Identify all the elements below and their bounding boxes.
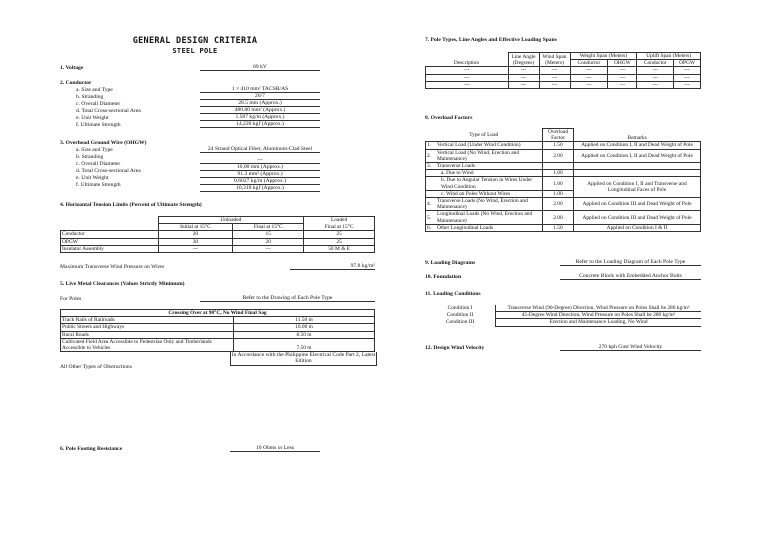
ohgw-spec-key: d. Total Cross-sectional Area [76, 168, 141, 174]
table-row [61, 338, 375, 351]
cell: 50 M & E [304, 245, 375, 252]
cell: Longitudinal Loads (No Wind, Erection and Maintenance) [436, 211, 542, 224]
line-angle-header: Line Angle (Degrees) [508, 53, 539, 67]
foundation-label: 10. Foundation [425, 274, 462, 280]
final-header: Final at 15°C [233, 224, 304, 231]
conductor-label: 2. Conductor [60, 80, 92, 86]
ohgw-spec-value: --- [200, 157, 320, 164]
cell: 2. [426, 149, 437, 162]
cell: Other Longitudinal Loads [436, 224, 542, 231]
loading-conditions-table [425, 305, 701, 327]
ohgw-spec-key: c. Overall Diameter [76, 161, 121, 167]
table-row [425, 312, 701, 319]
conductor-spec-key: f. Ultimate Strength [76, 122, 121, 128]
cell: Rural Roads [61, 331, 234, 338]
weight-span-header: Weight Span (Meters) [570, 53, 637, 60]
cell: --- [637, 74, 674, 81]
table-row [426, 170, 701, 177]
voltage-value: 69 kV [200, 64, 320, 71]
cell: 6. [426, 224, 437, 231]
cell: --- [608, 74, 637, 81]
table-row [61, 317, 375, 324]
table-row [426, 74, 701, 81]
table-row [61, 245, 375, 252]
cell: Erection and Maintenance Loading, No Wind [496, 319, 702, 326]
cell: 5. [426, 211, 437, 224]
unloaded-header: Unloaded [158, 217, 304, 224]
conductor-spec-key: e. Unit Weight [76, 115, 109, 121]
foundation-value: Concrete Block with Embedded Anchor Bolts [560, 273, 701, 280]
cell: Applied on Condition I, II and Dead Weight of Pole [573, 149, 700, 162]
cell: 20 [158, 231, 233, 238]
conductor-spec-value: 1.587 kg/m (Approx.) [200, 114, 320, 121]
cell: Vertical Load (No Wind, Erection and Maintenance) [436, 149, 542, 162]
cell: --- [570, 81, 608, 88]
cell: 1.50 [542, 224, 573, 231]
ohgw-header: OHGW [608, 60, 637, 67]
cell: --- [539, 74, 570, 81]
cell: Cultivated Field Area Accessible to Pedestrian Only and Timberlands Accessible to Vehicles [61, 338, 234, 351]
table-row [426, 149, 701, 162]
conductor-spec-key: a. Size and Type [76, 87, 113, 93]
wind-velocity-label: 12. Design Wind Velocity [425, 345, 485, 351]
conductor-spec-value: 26/7 [200, 93, 320, 100]
tension-limits-table [60, 216, 375, 253]
cell: 1. [426, 142, 437, 149]
cell: Public Streets and Highways [61, 324, 234, 331]
conductor-spec-value: 1 × 410 mm² TACSR/AS [200, 86, 320, 93]
cell: Transverse Loads (No Wind, Erection and Maintenance) [436, 198, 542, 211]
initial-header: Initial at 15°C [158, 224, 233, 231]
cell: 3. [426, 163, 437, 170]
description-header: Description [426, 53, 509, 67]
wind-pressure-label: Maximum Transverse Wind Pressure on Wires [60, 264, 165, 270]
footing-resistance-label: 6. Pole Footing Resistance [60, 446, 123, 452]
table-row [426, 142, 701, 149]
cell: Applied on Condition I & II [573, 224, 700, 231]
cell [426, 190, 437, 197]
table-row [426, 177, 701, 190]
cell: 1.50 [542, 142, 573, 149]
table-row [61, 331, 375, 338]
table-row [61, 324, 375, 331]
cell: --- [426, 74, 509, 81]
conductor-spec-value: 28.5 mm (Approx.) [200, 100, 320, 107]
cell: Transverse Loads [436, 163, 542, 170]
cell: b. Due to Angular Tension in Wires Under Wind Condition [436, 177, 542, 190]
cell: Vertical Load (Under Wind Condition) [436, 142, 542, 149]
conductor-header: Conductor [570, 60, 608, 67]
wind-velocity-value: 270 kph Gust Wind Velocity [560, 344, 701, 351]
cell [426, 170, 437, 177]
pole-types-table [425, 52, 701, 89]
cell: 2.00 [542, 198, 573, 211]
cell: --- [570, 67, 608, 74]
voltage-label: 1. Voltage [60, 65, 84, 71]
row-label: Insulator Assembly [61, 245, 159, 252]
cell: 1.00 [542, 190, 573, 197]
ohgw-spec-value: 16.00 mm (Approx.) [200, 164, 320, 171]
cell: --- [426, 67, 509, 74]
ohgw-spec-value: 24 Strand Optical Fiber, Aluminum-Clad Steel [200, 146, 320, 153]
wind-span-header: Wind Span (Meters) [539, 53, 570, 67]
cell: --- [674, 74, 701, 81]
cell: 25 [304, 238, 375, 245]
cell: 10.00 m [234, 324, 375, 331]
conductor-header: Conductor [637, 60, 674, 67]
ohgw-spec-key: b. Stranding [76, 154, 104, 160]
wind-pressure-value: 97.8 kg/m² [290, 263, 375, 270]
cell: 11.50 m [234, 317, 375, 324]
loading-diagrams-label: 9. Loading Diagrams [425, 260, 476, 266]
table-row [426, 67, 701, 74]
table-row [426, 81, 701, 88]
cell: --- [539, 81, 570, 88]
cell: --- [539, 67, 570, 74]
for-poles-value: Refer to the Drawing of Each Pole Type [200, 295, 375, 302]
table-row [425, 319, 701, 326]
conductor-spec-value: 480.80 mm² (Approx.) [200, 107, 320, 114]
clearances-header: Crossing Over at 90°C, No Wind Final Sag [61, 310, 375, 317]
cell: Transverse Wind (90-Degree) Direction, Wind Pressure on Poles Shall be 280 kg/m² [496, 305, 702, 312]
conductor-spec-key: b. Stranding [76, 94, 104, 100]
cell: --- [508, 81, 539, 88]
loaded-header: Loaded [304, 217, 375, 224]
cell: Applied on Condition III and Dead Weight of Pole [573, 198, 700, 211]
cell: 25 [304, 231, 375, 238]
ohgw-spec-key: a. Size and Type [76, 147, 113, 153]
cell: Condition III [445, 319, 475, 326]
cell: Applied on Condition I, II and Dead Weight of Pole [573, 142, 700, 149]
overload-factors-label: 8. Overload Factors [425, 115, 473, 121]
for-poles-label: For Poles [60, 296, 82, 302]
cell: --- [637, 67, 674, 74]
cell: 30 [158, 238, 233, 245]
cell: 1.00 [542, 170, 573, 177]
loading-conditions-label: 11. Loading Conditions [425, 291, 481, 297]
final-loaded-header: Final at 15°C [304, 224, 375, 231]
table-row [426, 163, 701, 170]
cell: --- [508, 74, 539, 81]
conductor-spec-key: d. Total Cross-sectional Area [76, 108, 141, 114]
cell: --- [570, 74, 608, 81]
table-row [61, 238, 375, 245]
cell [573, 163, 700, 170]
cell: 8.50 m [234, 331, 375, 338]
cell: Applied on Condition I, II and Transverse and Longitudinal Faces of Pole [573, 177, 700, 198]
cell: Track Rails of Railroads [61, 317, 234, 324]
page-title: GENERAL DESIGN CRITERIA [132, 36, 258, 46]
cell: Condition I [447, 305, 473, 312]
cell [573, 170, 700, 177]
cell [426, 177, 437, 190]
cell: c. Wind on Poles Without Wires [436, 190, 542, 197]
conductor-spec-key: c. Overall Diameter [76, 101, 121, 107]
ohgw-spec-key: e. Unit Weight [76, 175, 109, 181]
loading-diagrams-value: Refer to the Loading Diagram of Each Pole Type [560, 259, 701, 266]
uplift-span-header: Uplift Span (Meters) [637, 53, 701, 60]
cell: 1.00 [542, 177, 573, 190]
page-subtitle: STEEL POLE [172, 47, 218, 55]
cell: 7.50 m [234, 338, 375, 351]
cell [542, 163, 573, 170]
row-label: Conductor [61, 231, 159, 238]
table-row [425, 305, 701, 312]
overload-factor-header: Overload Factor [542, 129, 573, 142]
ohgw-spec-value: 0.6027 kg/m (Approx.) [200, 178, 320, 185]
overload-factors-table [425, 128, 701, 232]
ohgw-spec-value: 10,310 kgf (Approx.) [200, 185, 320, 192]
ohgw-spec-value: 91.3 mm² (Approx.) [200, 171, 320, 178]
cell: --- [508, 67, 539, 74]
row-label: OPGW [61, 238, 159, 245]
cell: --- [674, 67, 701, 74]
cell: --- [674, 81, 701, 88]
cell: 20 [233, 238, 304, 245]
other-obstructions-label: All Other Types of Obstructions [60, 364, 132, 370]
table-row [426, 211, 701, 224]
cell: Condition II [446, 312, 474, 319]
table-row [426, 198, 701, 211]
tension-limits-label: 4. Horizontal Tension Limits (Percent of Ultimate Strength) [60, 202, 202, 208]
conductor-spec-value: 14,220 kgf (Approx.) [200, 121, 320, 128]
table-row [61, 231, 375, 238]
pole-types-label: 7. Pole Types, Line Angles and Effective Loading Spans [425, 37, 557, 43]
cell: --- [426, 81, 509, 88]
type-of-load-header: Type of Load [426, 129, 543, 142]
cell: 2.00 [542, 149, 573, 162]
cell: --- [608, 81, 637, 88]
cell: a. Due to Wind [436, 170, 542, 177]
cell: --- [158, 245, 233, 252]
ohgw-spec-key: f. Ultimate Strength [76, 182, 121, 188]
cell: 15 [233, 231, 304, 238]
table-row [426, 224, 701, 231]
cell: 2.00 [542, 211, 573, 224]
clearances-table [60, 309, 375, 352]
cell: --- [608, 67, 637, 74]
cell: Applied on Condition III and Dead Weight of Pole [573, 211, 700, 224]
footing-resistance-value: 10 Ohms or Less [230, 445, 320, 452]
opgw-header: OPGW [674, 60, 701, 67]
cell: 45-Degree Wind Direction, Wind Pressure on Poles Shall be 280 kg/m² [496, 312, 702, 319]
cell: --- [233, 245, 304, 252]
cell: --- [637, 81, 674, 88]
other-obstructions-value: In Accordance with the Philippine Electrical Code Part 2, Latest Edition [231, 352, 376, 365]
cell: 4. [426, 198, 437, 211]
ohgw-label: 3. Overhead Ground Wire (OHGW) [60, 140, 147, 146]
remarks-header: Remarks [573, 129, 700, 142]
clearances-label: 5. Live Metal Clearances (Values Strictly Minimum) [60, 281, 185, 287]
